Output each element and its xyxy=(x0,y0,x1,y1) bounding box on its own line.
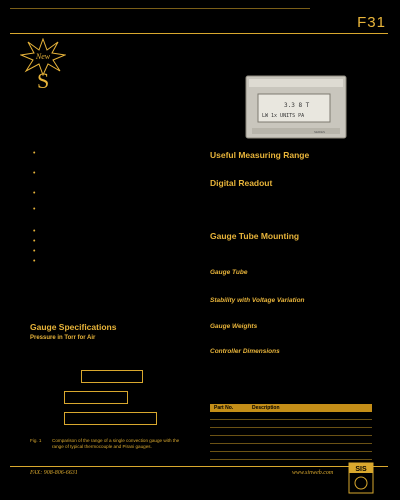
spec-subtitle: Pressure in Torr for Air xyxy=(30,335,96,341)
bullet: • xyxy=(33,190,36,197)
bullet: • xyxy=(33,228,36,235)
heading-gauge-tube: Gauge Tube xyxy=(210,269,248,276)
bullet: • xyxy=(33,248,36,255)
bullet: • xyxy=(33,150,36,157)
heading-tube-mounting: Gauge Tube Mounting xyxy=(210,231,300,241)
heading-digital-readout: Digital Readout xyxy=(210,178,273,188)
bullet: • xyxy=(33,238,36,245)
table-row xyxy=(210,419,372,420)
page-code: F31 xyxy=(357,14,386,31)
device-display-line1: 3.3 8 T xyxy=(284,102,310,109)
figure-number: Fig. 1 xyxy=(30,438,42,443)
device-display-line2: LW 1x UNITS PA xyxy=(262,113,305,119)
bullet: • xyxy=(33,170,36,177)
range-bar-thermocouple xyxy=(64,391,128,404)
range-bar-pirani xyxy=(64,412,157,425)
figure-caption-text: Comparison of the range of a single convection gauge with the range of typical thermocouple and Pirani gauges. xyxy=(52,438,180,449)
table-row xyxy=(210,435,372,436)
table-header-row xyxy=(210,404,372,412)
top-thin-rule xyxy=(10,8,310,9)
table-header-part-no: Part No. xyxy=(214,405,234,411)
heading-stability: Stability with Voltage Variation xyxy=(210,297,305,304)
parts-table xyxy=(210,404,372,460)
badge-text: New xyxy=(35,52,51,61)
table-row xyxy=(210,443,372,444)
device-brand: SERIES xyxy=(314,130,326,134)
brand-logo-letter: S xyxy=(37,68,50,93)
range-bar-convection xyxy=(81,370,143,383)
footer-website: www.sinweb.com xyxy=(292,470,334,476)
heading-measuring-range: Useful Measuring Range xyxy=(210,150,310,160)
bullet: • xyxy=(33,206,36,213)
gauge-controller-image xyxy=(244,74,348,140)
footer-fax: FAX: 908-806-6631 xyxy=(30,470,78,476)
table-header-description: Description xyxy=(252,405,280,411)
header-rule xyxy=(10,33,388,34)
bullet: • xyxy=(33,258,36,265)
footer-rule xyxy=(10,466,388,467)
table-row xyxy=(210,427,372,428)
table-row xyxy=(210,459,372,460)
heading-controller-dimensions: Controller Dimensions xyxy=(210,348,280,355)
spec-title: Gauge Specifications xyxy=(30,322,117,332)
table-row xyxy=(210,451,372,452)
heading-gauge-weights: Gauge Weights xyxy=(210,323,258,330)
logo-text: SIS xyxy=(355,466,367,473)
company-logo-icon xyxy=(348,462,374,494)
